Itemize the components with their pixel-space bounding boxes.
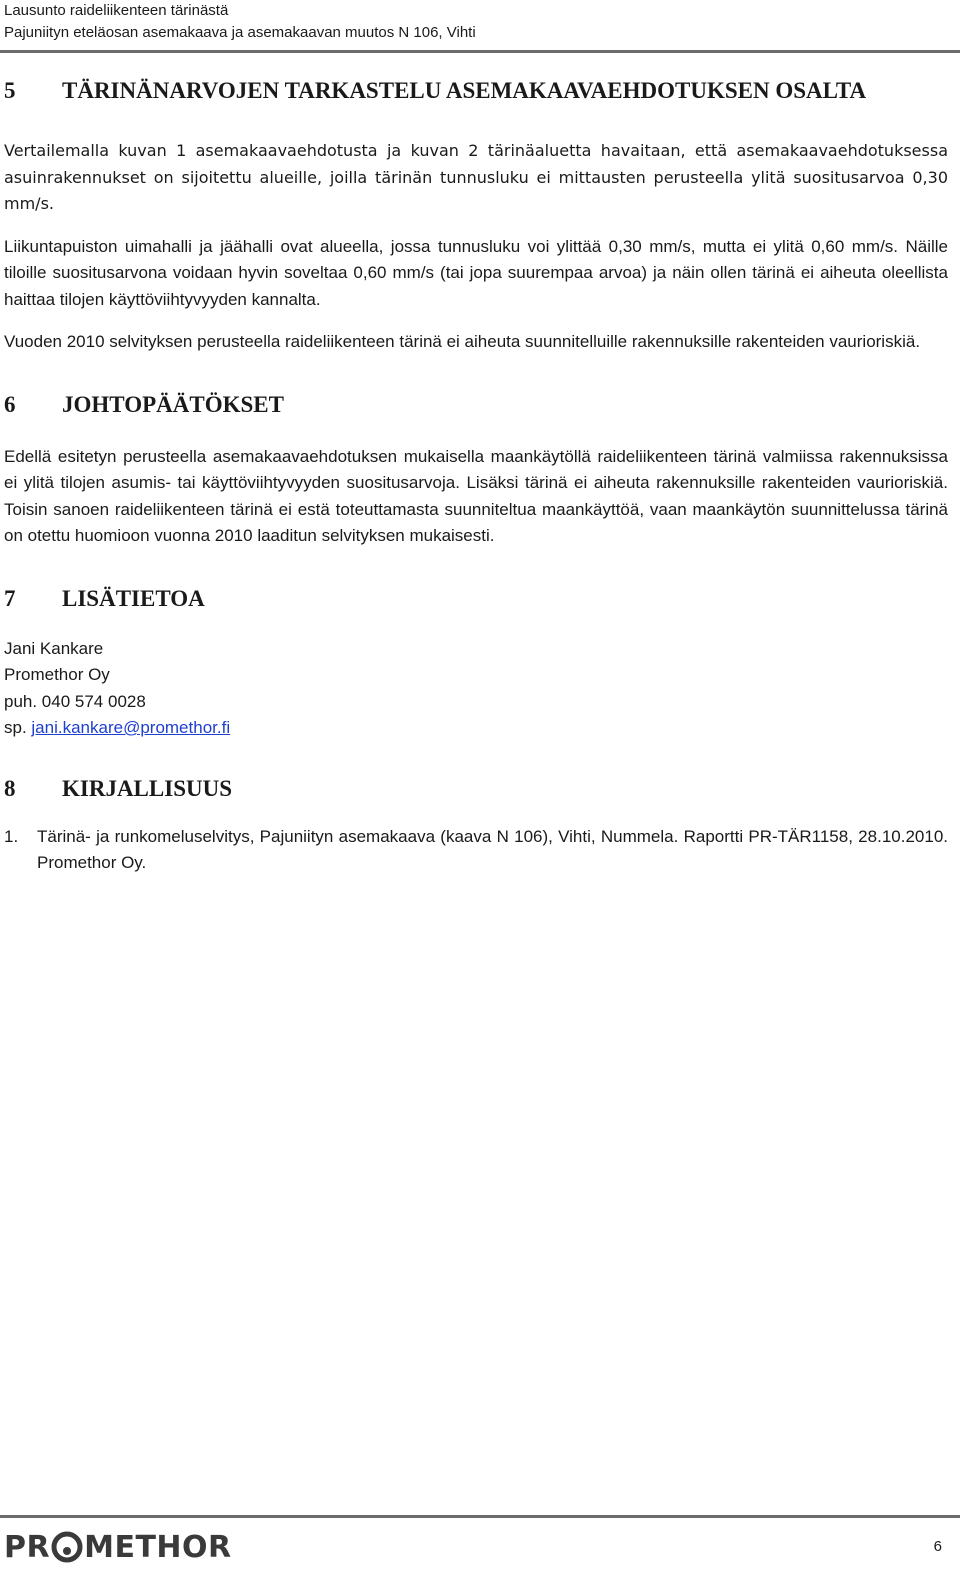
logo-text-right: METHOR [84, 1529, 232, 1565]
contact-email-line [4, 715, 948, 742]
section-5-heading [4, 76, 948, 106]
section-number: 8 [4, 775, 16, 801]
contact-name: Jani Kankare [4, 638, 104, 658]
header-title: Lausunto raideliikenteen tärinästä [4, 2, 229, 19]
promethor-logo [4, 1527, 232, 1567]
section-5-paragraph-3: Vuoden 2010 selvityksen perusteella raideliikenteen tärinä ei aiheuta suunnitelluille rakennuksille rakenteiden vaurioriskiä. [4, 332, 921, 351]
section-number: 7 [4, 585, 16, 611]
section-title: KIRJALLISUUS [62, 775, 232, 801]
header-divider [0, 50, 960, 53]
section-5-paragraph-1: Vertailemalla kuvan 1 asemakaavaehdotusta ja kuvan 2 tärinäaluetta havaitaan, että asemakaavaehdotuksessa asuinrakennukset on sijoitettu alueille, joilla tärinän tunnusluku ei mittausten perusteella ylitä suositusarvoa 0,30 mm/s. [4, 141, 948, 213]
contact-phone: puh. 040 574 0028 [4, 691, 146, 711]
section-number: 6 [4, 391, 16, 417]
section-title: TÄRINÄNARVOJEN TARKASTELU ASEMAKAAVAEHDOTUKSEN OSALTA [62, 78, 867, 103]
section-8-heading [4, 774, 948, 804]
reference-number: 1. [4, 826, 19, 846]
reference-item [4, 824, 948, 877]
header-subtitle: Pajuniityn eteläosan asemakaava ja asemakaavan muutos N 106, Vihti [4, 24, 476, 41]
email-prefix: sp. [4, 718, 32, 737]
section-6-heading [4, 390, 948, 420]
page-number: 6 [933, 1538, 942, 1555]
logo-text-left: PR [4, 1529, 51, 1565]
section-title: JOHTOPÄÄTÖKSET [62, 391, 284, 417]
page-header [4, 0, 944, 44]
footer-divider [0, 1515, 960, 1518]
section-number: 5 [4, 78, 16, 103]
document-body [4, 76, 948, 877]
promethor-o-icon [51, 1531, 83, 1563]
email-link[interactable]: jani.kankare@promethor.fi [31, 718, 231, 737]
reference-text: Tärinä- ja runkomeluselvitys, Pajuniityn asemakaava (kaava N 106), Vihti, Nummela. Raportti PR-TÄR1158, 28.10.2010. Promethor Oy. [37, 826, 948, 872]
section-6-paragraph-1: Edellä esitetyn perusteella asemakaavaehdotuksen mukaisella maankäytöllä raideliikenteen tärinä valmiissa rakennuksissa ei ylitä tilojen asumis- tai käyttöviihtyvyyden suositusarvoja. Lisäksi tärinä ei aiheuta rakennuksille rakenteiden vaurioriskiä. Toisin sanoen raideliikenteen tärinä ei estä toteuttamasta suunniteltua maankäyttöä, vaan maankäytön suunnittelussa tärinä on otettu huomioon vuonna 2010 laaditun selvityksen mukaisesti. [4, 446, 948, 545]
section-5-paragraph-2: Liikuntapuiston uimahalli ja jäähalli ovat alueella, jossa tunnusluku voi ylittää 0,30 mm/s, mutta ei ylitä 0,60 mm/s. Näille tiloille suositusarvona voidaan hyvin soveltaa 0,60 mm/s (tai jopa suurempaa arvoa) ja näin ollen tärinä ei aiheuta oleellista haittaa tilojen käyttöviihtyvyyden kannalta. [4, 236, 948, 309]
contact-company: Promethor Oy [4, 665, 110, 684]
section-title: LISÄTIETOA [62, 585, 205, 611]
section-7-heading [4, 584, 948, 614]
